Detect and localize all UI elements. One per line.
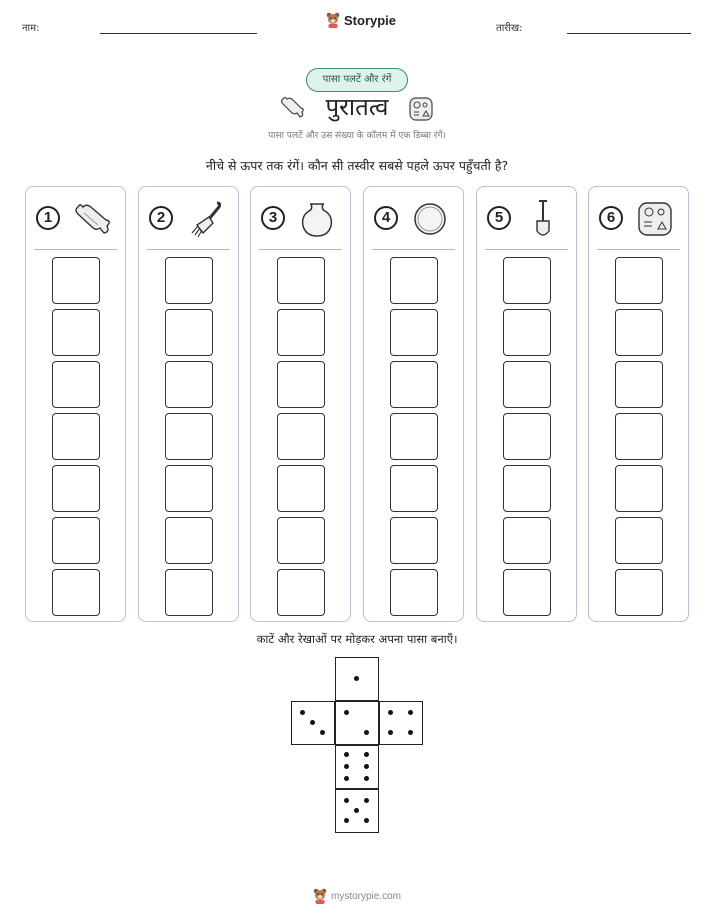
- dice-pip: [364, 776, 369, 781]
- dice-face: [335, 745, 379, 789]
- color-box[interactable]: [615, 257, 663, 304]
- dice-pip: [364, 818, 369, 823]
- dice-pip: [344, 776, 349, 781]
- dice-face: [291, 701, 335, 745]
- footer: [0, 888, 714, 904]
- color-box[interactable]: [165, 465, 213, 512]
- dice-face: [379, 701, 423, 745]
- color-box[interactable]: [52, 569, 100, 616]
- color-box[interactable]: [277, 361, 325, 408]
- column-5: [476, 186, 577, 622]
- color-box[interactable]: [390, 257, 438, 304]
- shovel-icon: [521, 199, 565, 239]
- color-box[interactable]: [615, 309, 663, 356]
- column-number: 4: [374, 206, 398, 230]
- color-box[interactable]: [615, 465, 663, 512]
- instruction-text: नीचे से ऊपर तक रंगें। कौन सी तस्वीर सबसे पहले ऊपर पहुँचती है?: [205, 158, 509, 173]
- dice-pip: [354, 808, 359, 813]
- dice-pip: [388, 730, 393, 735]
- dice-pip: [364, 798, 369, 803]
- color-box[interactable]: [503, 361, 551, 408]
- color-box[interactable]: [52, 517, 100, 564]
- dice-pip: [320, 730, 325, 735]
- color-box[interactable]: [503, 413, 551, 460]
- brush-icon: [183, 199, 227, 239]
- color-box[interactable]: [277, 569, 325, 616]
- color-box[interactable]: [503, 569, 551, 616]
- color-box[interactable]: [277, 413, 325, 460]
- column-divider: [597, 249, 680, 250]
- color-box[interactable]: [615, 569, 663, 616]
- color-box[interactable]: [615, 517, 663, 564]
- color-box[interactable]: [390, 569, 438, 616]
- dice-pip: [388, 710, 393, 715]
- bear-icon: [313, 888, 327, 904]
- activity-badge: पासा पलटें और रंगें: [306, 68, 408, 92]
- column-number: 1: [36, 206, 60, 230]
- color-box[interactable]: [615, 413, 663, 460]
- date-line[interactable]: [567, 33, 691, 34]
- column-number: 3: [261, 206, 285, 230]
- color-box[interactable]: [277, 257, 325, 304]
- date-label: तारीख:: [496, 23, 523, 34]
- bone-icon: [70, 199, 114, 239]
- color-box[interactable]: [52, 309, 100, 356]
- color-box[interactable]: [52, 465, 100, 512]
- dice-pip: [300, 710, 305, 715]
- tablet-icon: [633, 199, 677, 239]
- column-divider: [485, 249, 568, 250]
- column-divider: [34, 249, 117, 250]
- color-box[interactable]: [503, 257, 551, 304]
- color-box[interactable]: [165, 413, 213, 460]
- dice-pip: [344, 798, 349, 803]
- footer-url[interactable]: mystorypie.com: [330, 890, 401, 902]
- column-1: [25, 186, 126, 622]
- dice-pip: [364, 764, 369, 769]
- pot-icon: [295, 199, 339, 239]
- color-box[interactable]: [277, 465, 325, 512]
- bear-icon: [326, 12, 340, 28]
- color-box[interactable]: [390, 517, 438, 564]
- color-box[interactable]: [390, 413, 438, 460]
- dice-instruction: काटें और रेखाओं पर मोड़कर अपना पासा बनाएँ।: [256, 632, 458, 646]
- brand-name: Storypie: [344, 12, 397, 28]
- color-box[interactable]: [52, 257, 100, 304]
- page-title: पुरातत्व: [325, 93, 389, 121]
- dice-pip: [408, 730, 413, 735]
- dice-pip: [408, 710, 413, 715]
- color-box[interactable]: [503, 465, 551, 512]
- dice-pip: [354, 676, 359, 681]
- name-line[interactable]: [100, 33, 257, 34]
- dice-pip: [310, 720, 315, 725]
- column-number: 6: [599, 206, 623, 230]
- column-divider: [147, 249, 230, 250]
- color-box[interactable]: [52, 361, 100, 408]
- brand-logo: [326, 12, 396, 28]
- dice-pip: [364, 730, 369, 735]
- color-box[interactable]: [165, 517, 213, 564]
- name-label: नाम:: [22, 23, 40, 34]
- column-number: 2: [149, 206, 173, 230]
- dice-face: [335, 701, 379, 745]
- color-box[interactable]: [277, 309, 325, 356]
- column-3: [250, 186, 351, 622]
- color-box[interactable]: [277, 517, 325, 564]
- color-box[interactable]: [503, 517, 551, 564]
- column-number: 5: [487, 206, 511, 230]
- dice-pip: [344, 710, 349, 715]
- color-box[interactable]: [52, 413, 100, 460]
- tablet-icon: [407, 95, 435, 123]
- dice-pip: [344, 764, 349, 769]
- column-divider: [259, 249, 342, 250]
- color-box[interactable]: [165, 569, 213, 616]
- dice-face: [335, 789, 379, 833]
- column-2: [138, 186, 239, 622]
- color-box[interactable]: [390, 309, 438, 356]
- dice-face: [335, 657, 379, 701]
- page-subtitle: पासा पलटें और उस संख्या के कॉलम में एक डिब्बा रंगें।: [268, 131, 446, 141]
- color-box[interactable]: [165, 361, 213, 408]
- dice-pip: [344, 818, 349, 823]
- color-box[interactable]: [165, 257, 213, 304]
- column-divider: [372, 249, 455, 250]
- column-6: [588, 186, 689, 622]
- color-box[interactable]: [615, 361, 663, 408]
- color-box[interactable]: [503, 309, 551, 356]
- column-4: [363, 186, 464, 622]
- color-box[interactable]: [165, 309, 213, 356]
- color-box[interactable]: [390, 361, 438, 408]
- color-box[interactable]: [390, 465, 438, 512]
- coin-icon: [408, 199, 452, 239]
- dice-pip: [344, 752, 349, 757]
- dice-pip: [364, 752, 369, 757]
